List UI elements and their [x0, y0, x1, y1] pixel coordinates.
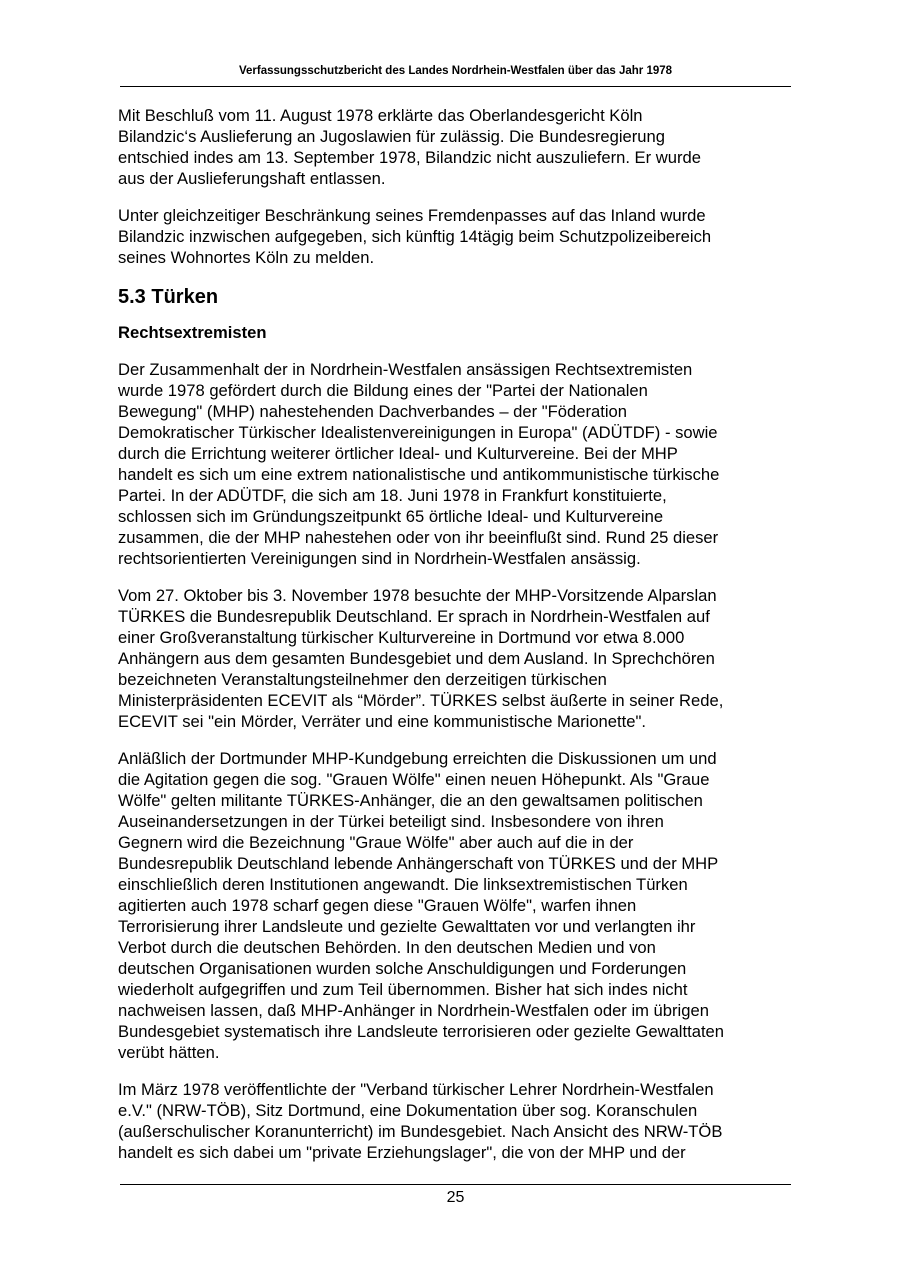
text-line: Demokratischer Türkischer Idealistenvereinigungen in Europa" (ADÜTDF) - sowie	[118, 423, 718, 442]
text-line: bezeichneten Veranstaltungsteilnehmer den derzeitigen türkischen	[118, 670, 607, 689]
paragraph-adutdf	[118, 359, 798, 569]
text-line: entschied indes am 13. September 1978, Bilandzic nicht auszuliefern. Er wurde	[118, 148, 701, 167]
footer-rule	[120, 1184, 791, 1185]
text-line: (außerschulischer Koranunterricht) im Bundesgebiet. Nach Ansicht des NRW-TÖB	[118, 1122, 723, 1141]
text-line: einschließlich deren Institutionen angewandt. Die linksextremistischen Türken	[118, 875, 688, 894]
text-line: Vom 27. Oktober bis 3. November 1978 besuchte der MHP-Vorsitzende Alparslan	[118, 586, 717, 605]
text-line: Bewegung" (MHP) nahestehenden Dachverbandes – der "Föderation	[118, 402, 627, 421]
paragraph-extradition	[118, 105, 798, 189]
text-line: Mit Beschluß vom 11. August 1978 erklärte das Oberlandesgericht Köln	[118, 106, 643, 125]
header-rule	[120, 86, 791, 87]
text-line: Unter gleichzeitiger Beschränkung seines Fremdenpasses auf das Inland wurde	[118, 206, 706, 225]
text-line: Anläßlich der Dortmunder MHP-Kundgebung erreichten die Diskussionen um und	[118, 749, 717, 768]
text-line: TÜRKES die Bundesrepublik Deutschland. Er sprach in Nordrhein-Westfalen auf	[118, 607, 710, 626]
text-line: aus der Auslieferungshaft entlassen.	[118, 169, 386, 188]
paragraph-reporting-obligation	[118, 205, 798, 268]
page-content	[118, 105, 798, 1163]
text-line: zusammen, die der MHP nahestehen oder von ihr beeinflußt sind. Rund 25 dieser	[118, 528, 719, 547]
text-line: wurde 1978 gefördert durch die Bildung eines der "Partei der Nationalen	[118, 381, 648, 400]
running-header: Verfassungsschutzbericht des Landes Nordrhein-Westfalen über das Jahr 1978	[238, 65, 673, 77]
text-line: verübt hätten.	[118, 1043, 220, 1062]
text-line: schlossen sich im Gründungszeitpunkt 65 örtliche Ideal- und Kulturvereine	[118, 507, 664, 526]
text-line: Ministerpräsidenten ECEVIT als “Mörder”. TÜRKES selbst äußerte in seiner Rede,	[118, 691, 724, 710]
text-line: e.V." (NRW-TÖB), Sitz Dortmund, eine Dokumentation über sog. Koranschulen	[118, 1101, 698, 1120]
text-line: die Agitation gegen die sog. "Grauen Wölfe" einen neuen Höhepunkt. Als "Graue	[118, 770, 710, 789]
paragraph-grey-wolves	[118, 748, 798, 1063]
text-line: nachweisen lassen, daß MHP-Anhänger in Nordrhein-Westfalen oder im übrigen	[118, 1001, 709, 1020]
text-line: einer Großveranstaltung türkischer Kulturvereine in Dortmund vor etwa 8.000	[118, 628, 685, 647]
text-line: Terrorisierung ihrer Landsleute und gezielte Gewalttaten vor und verlangten ihr	[118, 917, 696, 936]
text-line: rechtsorientierten Vereinigungen sind in Nordrhein-Westfalen ansässig.	[118, 549, 641, 568]
paragraph-turkes-visit	[118, 585, 798, 732]
page-number: 25	[446, 1189, 465, 1206]
text-line: Wölfe" gelten militante TÜRKES-Anhänger, die an den gewaltsamen politischen	[118, 791, 703, 810]
text-line: seines Wohnortes Köln zu melden.	[118, 248, 375, 267]
text-line: Partei. In der ADÜTDF, die sich am 18. Juni 1978 in Frankfurt konstituierte,	[118, 486, 667, 505]
text-line: Bundesgebiet systematisch ihre Landsleute terrorisieren oder gezielte Gewalttaten	[118, 1022, 725, 1041]
text-line: Auseinandersetzungen in der Türkei beteiligt sind. Insbesondere von ihren	[118, 812, 664, 831]
text-line: Bundesrepublik Deutschland lebende Anhängerschaft von TÜRKES und der MHP	[118, 854, 719, 873]
text-line: Bilandzic inzwischen aufgegeben, sich künftig 14tägig beim Schutzpolizeibereich	[118, 227, 712, 246]
text-line: handelt es sich dabei um "private Erziehungslager", die von der MHP und der	[118, 1143, 686, 1162]
text-line: Verbot durch die deutschen Behörden. In den deutschen Medien und von	[118, 938, 656, 957]
text-line: Der Zusammenhalt der in Nordrhein-Westfalen ansässigen Rechtsextremisten	[118, 360, 693, 379]
text-line: Anhängern aus dem gesamten Bundesgebiet und dem Ausland. In Sprechchören	[118, 649, 715, 668]
text-line: wiederholt aufgegriffen und zum Teil übernommen. Bisher hat sich indes nicht	[118, 980, 688, 999]
text-line: deutschen Organisationen wurden solche Anschuldigungen und Forderungen	[118, 959, 687, 978]
text-line: handelt es sich um eine extrem nationalistische und antikommunistische türkische	[118, 465, 720, 484]
text-line: Im März 1978 veröffentlichte der "Verband türkischer Lehrer Nordrhein-Westfalen	[118, 1080, 714, 1099]
text-line: ECEVIT sei "ein Mörder, Verräter und eine kommunistische Marionette".	[118, 712, 646, 731]
text-line: agitierten auch 1978 scharf gegen diese "Grauen Wölfe", warfen ihnen	[118, 896, 637, 915]
section-heading: 5.3 Türken	[118, 286, 219, 308]
paragraph-koranschulen	[118, 1079, 798, 1163]
subsection-heading: Rechtsextremisten	[118, 323, 267, 342]
text-line: Bilandzic‘s Auslieferung an Jugoslawien für zulässig. Die Bundesregierung	[118, 127, 665, 146]
text-line: Gegnern wird die Bezeichnung "Graue Wölfe" aber auch auf die in der	[118, 833, 634, 852]
text-line: durch die Errichtung weiterer örtlicher Ideal- und Kulturvereine. Bei der MHP	[118, 444, 678, 463]
